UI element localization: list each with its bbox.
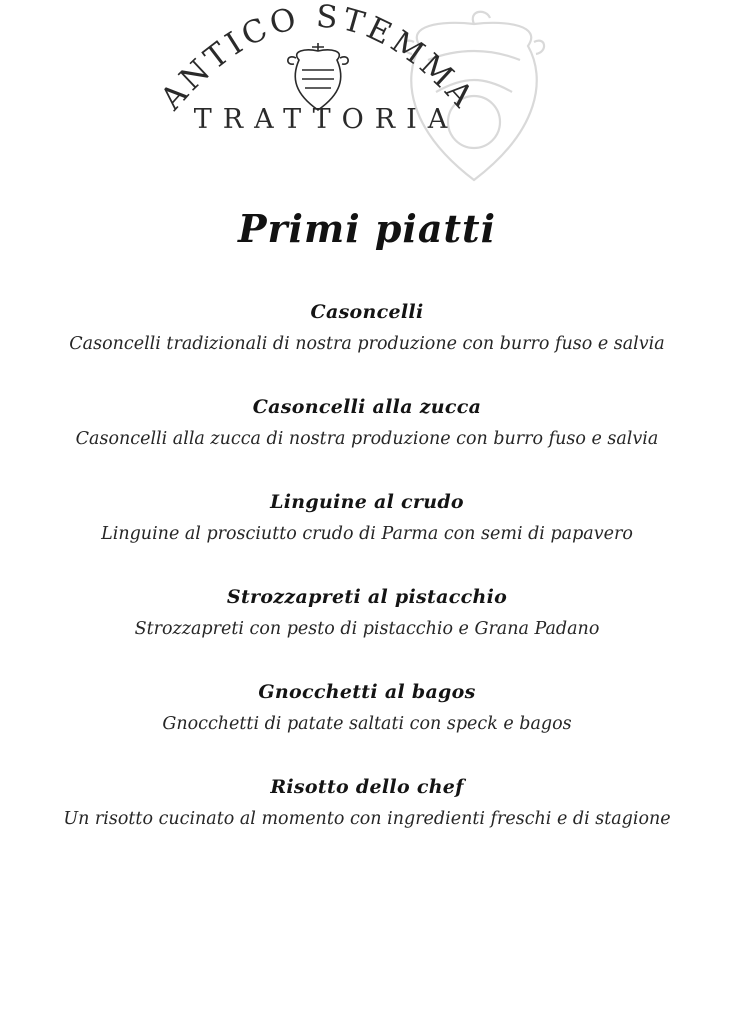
dish-description: Casoncelli alla zucca di nostra produzione con burro fuso e salvia — [75, 429, 659, 449]
dish-description: Gnocchetti di patate saltati con speck e bagos — [162, 714, 572, 734]
menu-item — [0, 776, 734, 829]
menu-item — [0, 681, 734, 734]
dish-name: Casoncelli alla zucca — [252, 396, 482, 418]
menu-item — [0, 586, 734, 639]
dish-description: Linguine al prosciutto crudo di Parma con semi di papavero — [101, 524, 633, 544]
restaurant-logo — [0, 0, 734, 190]
logo-subtitle-text: TRATTORIA — [193, 104, 459, 135]
dish-name: Casoncelli — [310, 301, 424, 323]
menu-list — [0, 301, 734, 829]
coat-of-arms-icon — [288, 43, 348, 110]
logo-graphic — [0, 0, 734, 190]
dish-description: Strozzapreti con pesto di pistacchio e Grana Padano — [134, 619, 600, 639]
page-title: Primi piatti — [237, 206, 497, 251]
menu-item — [0, 301, 734, 354]
dish-description: Casoncelli tradizionali di nostra produzione con burro fuso e salvia — [69, 334, 665, 354]
menu-item — [0, 491, 734, 544]
dish-description: Un risotto cucinato al momento con ingredienti freschi e di stagione — [63, 809, 671, 829]
dish-name: Strozzapreti al pistacchio — [226, 586, 508, 608]
dish-name: Risotto dello chef — [270, 776, 464, 798]
dish-name: Gnocchetti al bagos — [258, 681, 476, 703]
menu-item — [0, 396, 734, 449]
dish-name: Linguine al crudo — [270, 491, 464, 513]
logo-arc-text: ANTICO STEMMA — [153, 0, 483, 117]
